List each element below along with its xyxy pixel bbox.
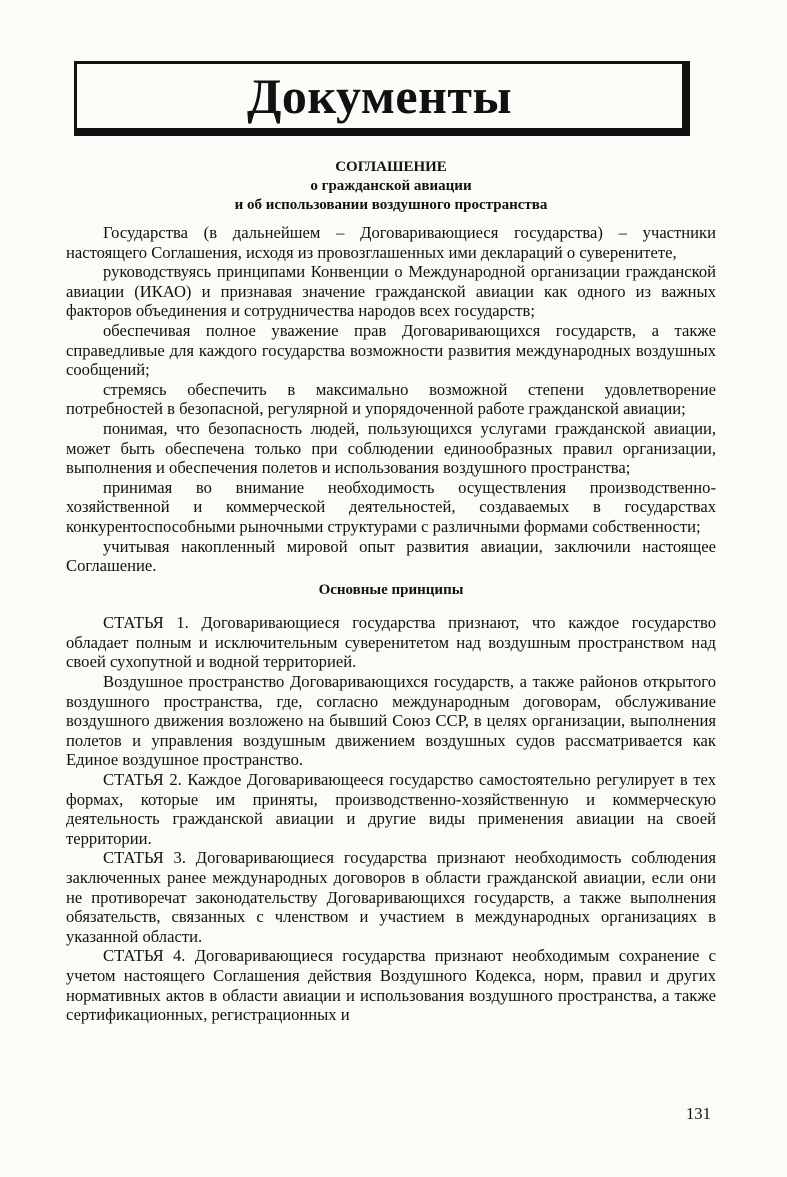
- preamble-paragraph: стремясь обеспечить в максимально возможной степени удовлетворение потребностей в безопасной, регулярной и упорядоченной работе гражданской авиации;: [66, 379, 716, 419]
- article-paragraph: СТАТЬЯ 3. Договаривающиеся государства признают необходимость соблюдения заключенных ранее международных договоров в области гражданской авиации, если они не противоречат законодательству Договаривающихся государств, а также выполнения обязательств, связанных с членством и участием в международных организациях в указанной области.: [66, 848, 716, 946]
- agreement-subtitle-1: о гражданской авиации: [310, 178, 472, 194]
- section-title: Основные принципы: [318, 581, 464, 598]
- document-body: [66, 158, 716, 1025]
- preamble-paragraph: учитывая накопленный мировой опыт развития авиации, заключили настоящее Соглашение.: [66, 536, 716, 576]
- article-paragraph: СТАТЬЯ 4. Договаривающиеся государства признают необходимым сохранение с учетом настоящего Соглашения действия Воздушного Кодекса, норм, правил и других нормативных актов в области авиации и использования воздушного пространства, а также сертификационных, регистрационных и: [66, 946, 716, 1025]
- article-paragraph: СТАТЬЯ 2. Каждое Договаривающееся государство самостоятельно регулирует в тех формах, которые им приняты, производственно-хозяйственную и коммерческую деятельность гражданской авиации и другие виды применения авиации на своей территории.: [66, 770, 716, 848]
- page-header-title: Документы: [247, 68, 512, 124]
- agreement-title: СОГЛАШЕНИЕ: [335, 159, 447, 175]
- preamble-paragraph: руководствуясь принципами Конвенции о Международной организации гражданской авиации (ИКАО) и признавая значение гражданской авиации как одного из важных факторов объединения и сотрудничества народов всех государств;: [66, 262, 716, 321]
- preamble-paragraph: обеспечивая полное уважение прав Договаривающихся государств, а также справедливые для каждого государства возможности развития международных воздушных сообщений;: [66, 320, 716, 380]
- article-paragraph: Воздушное пространство Договаривающихся государств, а также районов открытого воздушного пространства, где, согласно международным договорам, обслуживание воздушного движения возложено на бывший Союз ССР, в целях организации, выполнения полетов и управления воздушным движением воздушных судов рассматривается как Единое воздушное пространство.: [66, 672, 716, 770]
- agreement-subtitle-2: и об использовании воздушного пространства: [234, 197, 548, 213]
- preamble-paragraph: принимая во внимание необходимость осуществления производственно-хозяйственной и коммерческой деятельностей, создаваемых в государствах конкурентоспособными рыночными структурами с различными формами собственности;: [66, 477, 716, 536]
- preamble-paragraph: понимая, что безопасность людей, пользующихся услугами гражданской авиации, может быть обеспечена только при соблюдении единообразных правил организации, выполнения и обеспечения полетов и использования воздушного пространства;: [66, 418, 716, 478]
- preamble-paragraph: Государства (в дальнейшем – Договаривающиеся государства) – участники настоящего Соглашения, исходя из провозглашенных ими деклараций о суверенитете,: [66, 223, 716, 262]
- page-number: 131: [686, 1104, 711, 1123]
- header-box: [74, 61, 690, 136]
- article-paragraph: СТАТЬЯ 1. Договаривающиеся государства признают, что каждое государство обладает полным и исключительным суверенитетом над воздушным пространством над своей сухопутной и водной территорией.: [66, 613, 716, 672]
